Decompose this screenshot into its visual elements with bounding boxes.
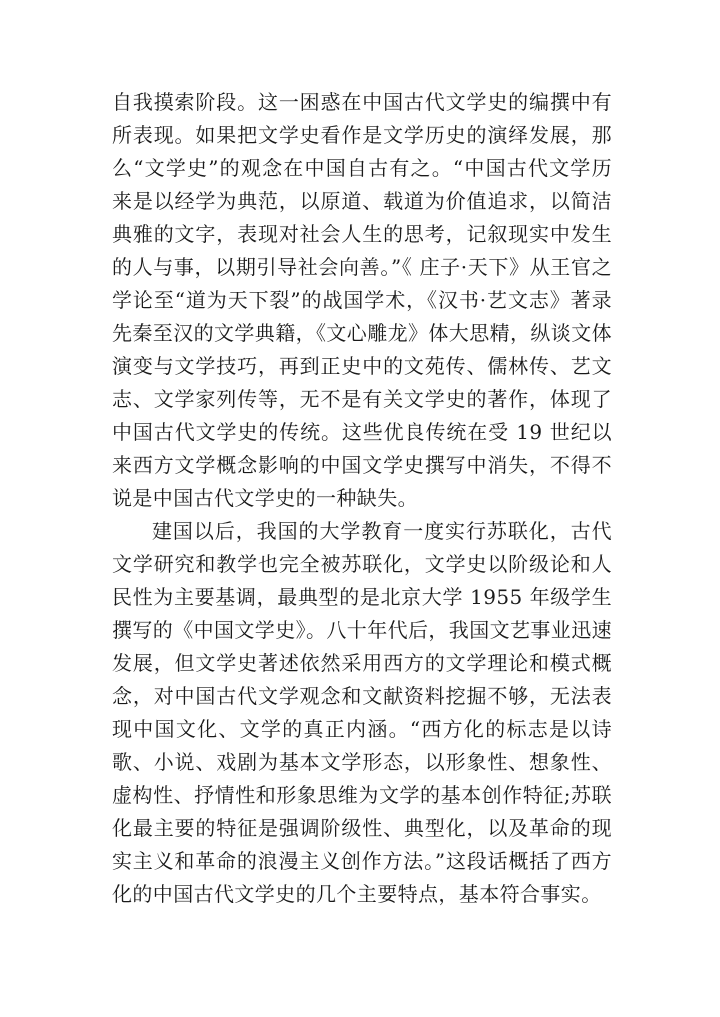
body-text bbox=[112, 86, 612, 911]
paragraph-2: 建国以后，我国的大学教育一度实行苏联化，古代文学研究和教学也完全被苏联化，文学史以阶级论和人民性为主要基调，最典型的是北京大学 1955 年级学生撰写的《中国文学史》。八十年代后，我国文艺事业迅速发展，但文学史著述依然采用西方的文学理论和模式概念，对中国古代文学观念和文献资料挖掘不够，无法表现中国文化、文学的真正内涵。“西方化的标志是以诗歌、小说、戏剧为基本文学形态，以形象性、想象性、虚构性、抒情性和形象思维为文学的基本创作特征;苏联化最主要的特征是强调阶级性、典型化，以及革命的现实主义和革命的浪漫主义创作方法。”这段话概括了西方化的中国古代文学史的几个主要特点，基本符合事实。 bbox=[112, 519, 612, 906]
paragraph-1: 自我摸索阶段。这一困惑在中国古代文学史的编撰中有所表现。如果把文学史看作是文学历史的演绎发展，那么“文学史”的观念在中国自古有之。“中国古代文学历来是以经学为典范，以原道、载道为价值追求，以简洁典雅的文字，表现对社会人生的思考，记叙现实中发生的人与事，以期引导社会向善。”《 庄子·天下》从王官之学论至“道为天下裂”的战国学术，《汉书·艺文志》著录先秦至汉的文学典籍，《文心雕龙》体大思精，纵谈文体演变与文学技巧，再到正史中的文苑传、儒林传、艺文志、文学家列传等，无不是有关文学史的著作，体现了中国古代文学史的传统。这些优良传统在受 19 世纪以来西方文学概念影响的中国文学史撰写中消失，不得不说是中国古代文学史的一种缺失。 bbox=[112, 90, 612, 510]
